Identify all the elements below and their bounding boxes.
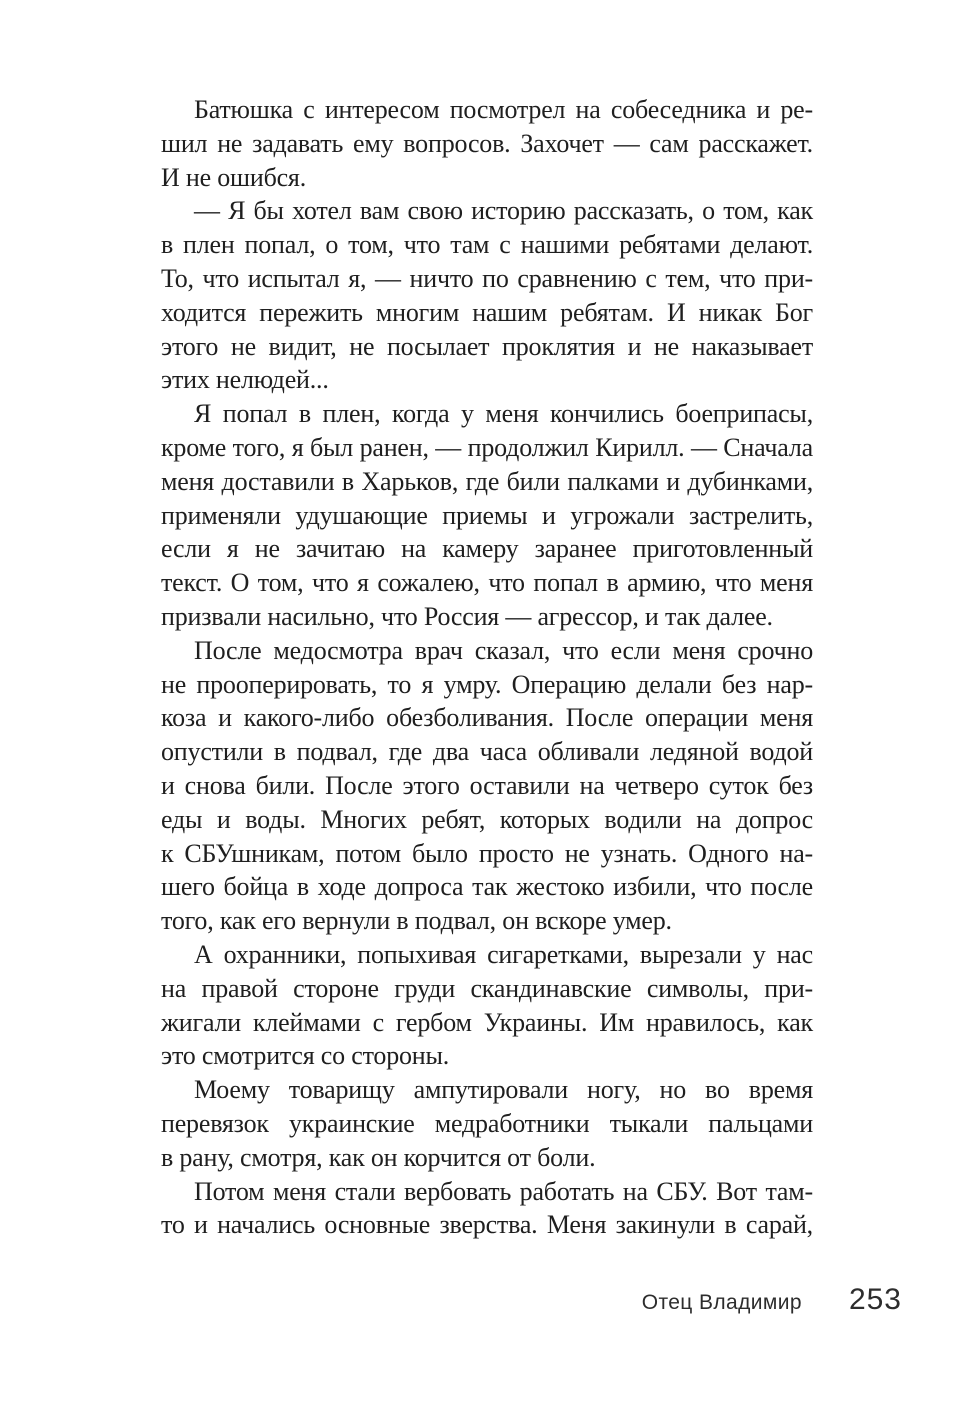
text-line: Батюшка с интересом посмотрел на собеседника и ре- bbox=[194, 95, 813, 124]
text-line: меня доставили в Харьков, где били палками и дубинками, bbox=[161, 466, 813, 496]
text-line: кроме того, я был ранен, — продолжил Кирилл. — Сначала bbox=[161, 432, 813, 462]
text-line: То, что испытал я, — ничто по сравнению с тем, что при- bbox=[161, 263, 813, 293]
text-line: еды и воды. Многих ребят, которых водили на допрос bbox=[161, 804, 813, 834]
page-number: 253 bbox=[848, 1283, 902, 1316]
text-line: это смотрится со стороны. bbox=[161, 1041, 450, 1071]
text-line: Потом меня стали вербовать работать на СБУ. Вот там- bbox=[194, 1176, 813, 1206]
running-title: Отец Владимир bbox=[641, 1291, 802, 1314]
text-line: в плен попал, о том, что там с нашими ребятами делают. bbox=[161, 230, 813, 260]
text-line: этого не видит, не посылает проклятия и не наказывает bbox=[161, 331, 813, 361]
text-line: Я попал в плен, когда у меня кончились боеприпасы, bbox=[194, 399, 813, 429]
text-line: применяли удушающие приемы и угрожали застрелить, bbox=[161, 500, 813, 530]
text-line: призвали насильно, что Россия — агрессор, и так далее. bbox=[161, 601, 773, 631]
text-line: этих нелюдей... bbox=[161, 365, 329, 395]
text-line: на правой стороне груди скандинавские символы, при- bbox=[161, 973, 813, 1003]
text-line: жигали клеймами с гербом Украины. Им нравилось, как bbox=[161, 1007, 813, 1037]
text-line: текст. О том, что я сожалею, что попал в армию, что меня bbox=[161, 568, 813, 598]
text-line: ходится пережить многим нашим ребятам. И никак Бог bbox=[161, 297, 813, 327]
text-line: А охранники, попыхивая сигаретками, вырезали у нас bbox=[194, 939, 813, 969]
text-line: опустили в подвал, где два часа обливали ледяной водой bbox=[161, 737, 813, 767]
text-line: и снова били. После этого оставили на четверо суток без bbox=[161, 770, 813, 800]
text-line: шил не задавать ему вопросов. Захочет — сам расскажет. bbox=[161, 128, 813, 158]
text-line: перевязок украинские медработники тыкали пальцами bbox=[161, 1108, 813, 1138]
page-footer bbox=[161, 1283, 902, 1317]
text-block bbox=[161, 93, 813, 1242]
text-line: Моему товарищу ампутировали ногу, но во время bbox=[194, 1075, 813, 1105]
text-line: шего бойца в ходе допроса так жестоко избили, что после bbox=[161, 872, 813, 902]
text-line: того, как его вернули в подвал, он вскоре умер. bbox=[161, 906, 672, 936]
text-line: если я не зачитаю на камеру заранее приготовленный bbox=[161, 534, 813, 564]
text-line: коза и какого-либо обезболивания. После операции меня bbox=[161, 703, 813, 733]
text-line: — Я бы хотел вам свою историю рассказать, о том, как bbox=[194, 196, 813, 226]
text-line: И не ошибся. bbox=[161, 162, 306, 192]
text-line: к СБУшникам, потом было просто не узнать. Одного на- bbox=[161, 838, 813, 868]
text-line: После медосмотра врач сказал, что если меня срочно bbox=[194, 635, 813, 665]
text-line: не прооперировать, то я умру. Операцию делали без нар- bbox=[161, 669, 813, 699]
text-line: то и начались основные зверства. Меня закинули в сарай, bbox=[161, 1210, 813, 1240]
text-line: в рану, смотря, как он корчится от боли. bbox=[161, 1142, 596, 1172]
